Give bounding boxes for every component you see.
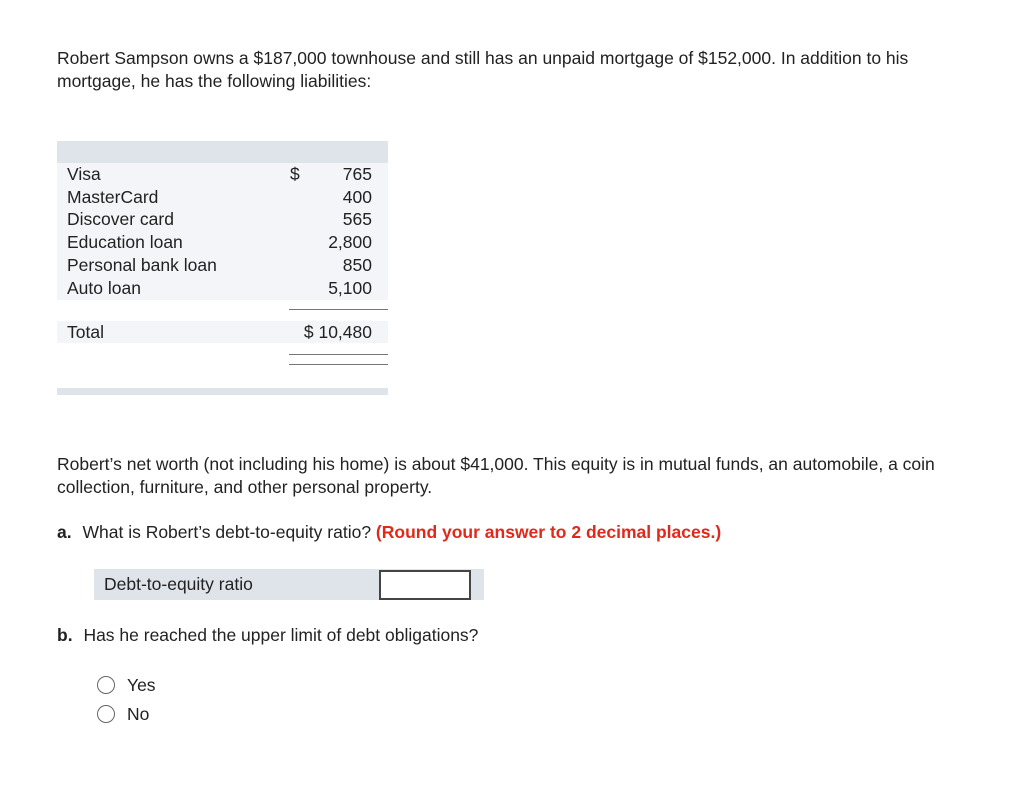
liability-name: Visa [67, 163, 101, 184]
question-b-label: b. [57, 625, 73, 645]
liability-amount: 400 [342, 186, 372, 207]
question-b [57, 624, 478, 647]
rounding-hint: (Round your answer to 2 decimal places.) [375, 522, 722, 542]
radio-option-no[interactable] [97, 703, 149, 725]
table-row [57, 231, 388, 254]
liability-amount: 850 [342, 255, 372, 276]
answer-row [94, 569, 484, 600]
debt-to-equity-input[interactable] [379, 570, 471, 600]
liability-amount: 765 [342, 163, 372, 184]
liability-amount: 2,800 [328, 232, 372, 253]
liability-amount: 5,100 [328, 277, 372, 298]
total-amount: $ 10,480 [303, 321, 372, 342]
subtotal-rule [289, 309, 388, 310]
question-b-text: Has he reached the upper limit of debt obligations? [83, 625, 479, 645]
liability-amount: 565 [342, 209, 372, 230]
radio-label: No [127, 703, 150, 724]
liability-name: MasterCard [67, 186, 159, 207]
radio-label: Yes [127, 674, 156, 695]
question-a-text: What is Robert’s debt-to-equity ratio? [82, 522, 372, 542]
liabilities-rows [57, 163, 388, 300]
table-row [57, 163, 388, 186]
radio-option-yes[interactable] [97, 674, 156, 696]
table-header-band [57, 141, 388, 163]
total-row [57, 321, 388, 343]
table-row [57, 277, 388, 300]
total-double-rule-bottom [289, 364, 388, 365]
question-a-label: a. [57, 522, 72, 542]
total-double-rule-top [289, 354, 388, 355]
liabilities-table [57, 141, 388, 342]
currency-sign: $ [290, 163, 300, 184]
table-row [57, 186, 388, 209]
liability-name: Discover card [67, 209, 174, 230]
question-a [57, 521, 721, 544]
liability-name: Education loan [67, 232, 183, 253]
intro-text: Robert Sampson owns a $187,000 townhouse and still has an unpaid mortgage of $152,000. In addition to his mortgage, he has the following liabilities: [57, 48, 909, 91]
radio-button-icon[interactable] [97, 705, 115, 723]
liability-name: Personal bank loan [67, 255, 217, 276]
answer-label: Debt-to-equity ratio [104, 574, 253, 594]
liability-name: Auto loan [67, 277, 141, 298]
radio-button-icon[interactable] [97, 676, 115, 694]
table-row [57, 209, 388, 232]
net-worth-text: Robert’s net worth (not including his home) is about $41,000. This equity is in mutual funds, an automobile, a coin collection, furniture, and other personal property. [57, 454, 935, 497]
table-footer-band [57, 388, 388, 395]
total-label: Total [67, 321, 104, 342]
table-row [57, 254, 388, 277]
